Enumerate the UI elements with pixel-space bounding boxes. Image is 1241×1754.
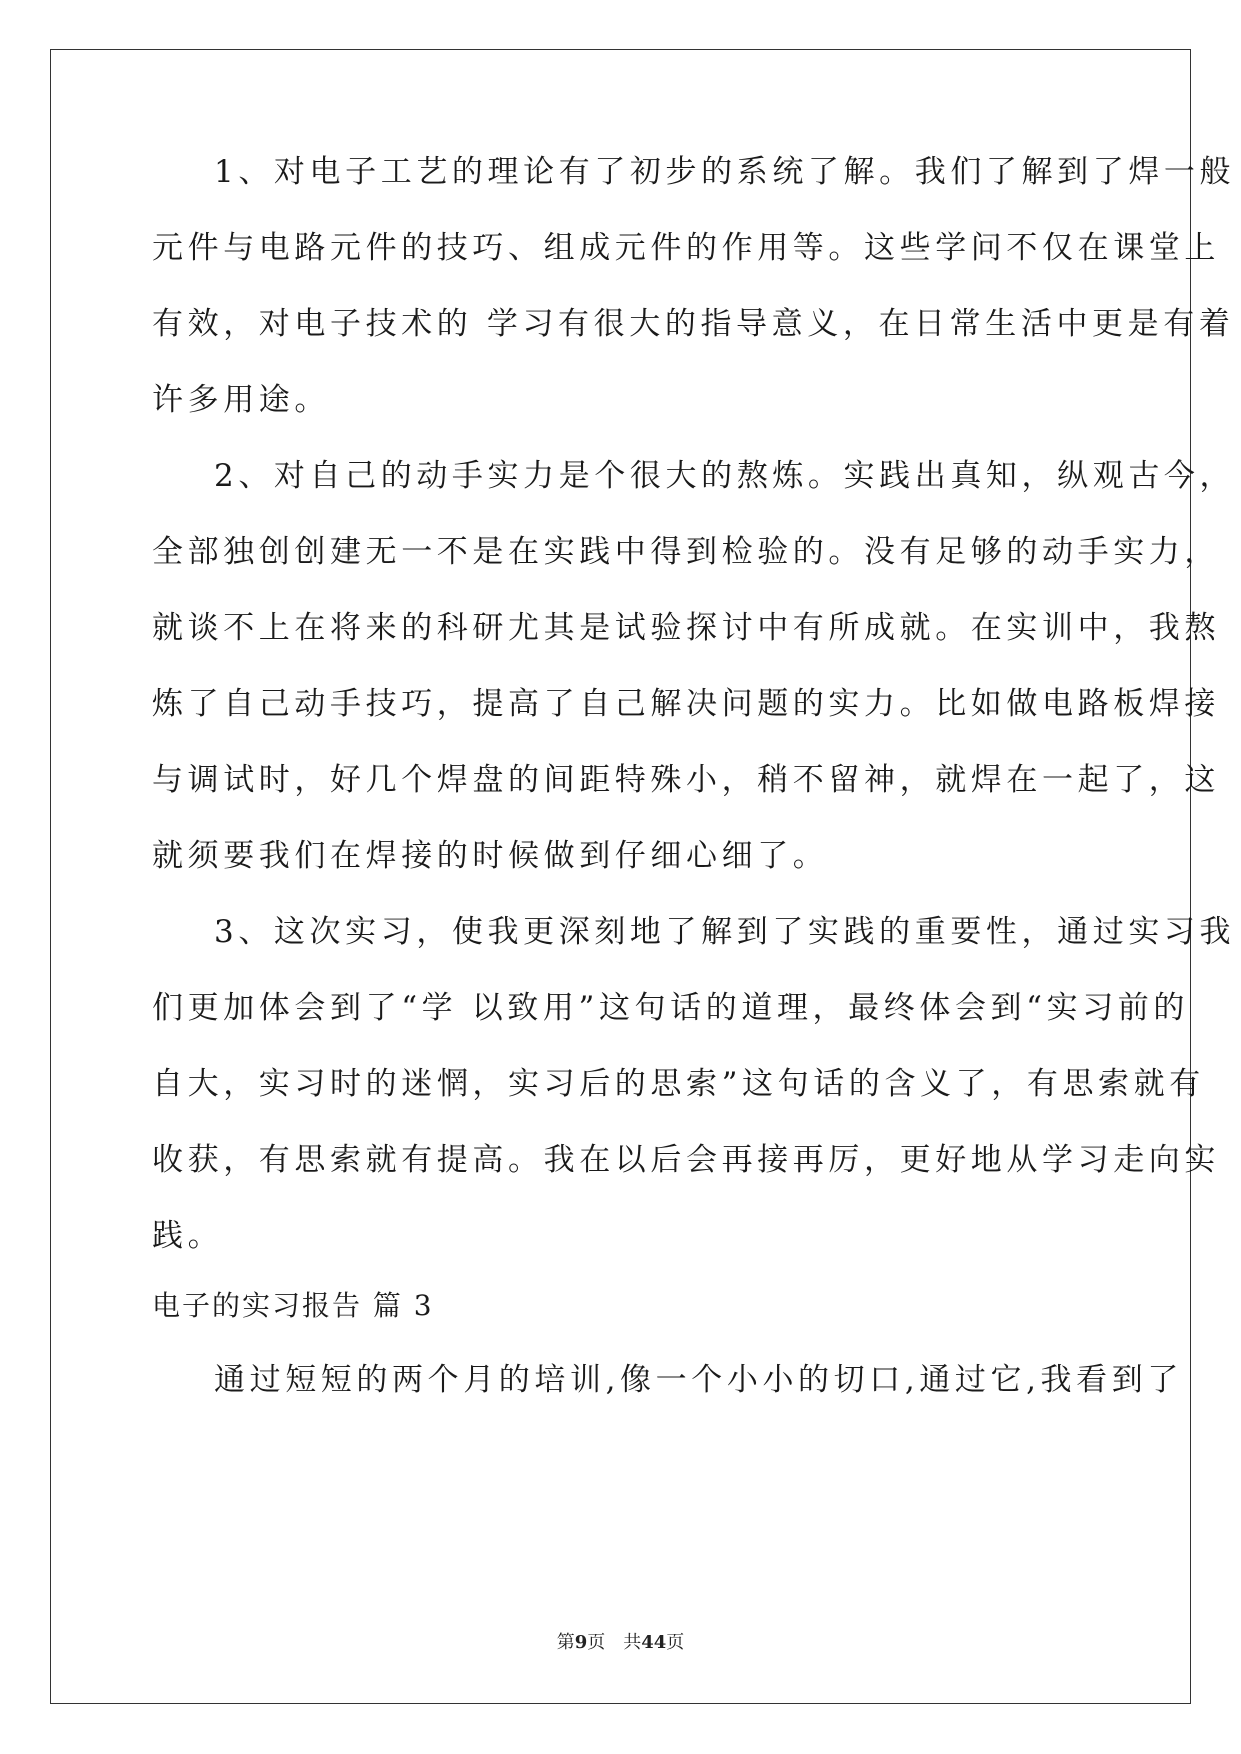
page-footer (0, 1628, 1241, 1654)
text-line: 1、对电子工艺的理论有了初步的系统了解。我们了解到了焊一般 (214, 154, 1236, 190)
text-line: 炼了自己动手技巧，提高了自己解决问题的实力。比如做电路板焊接 (152, 686, 1220, 722)
text-line: 许多用途。 (152, 382, 330, 418)
footer-mid: 页 共 (587, 1632, 642, 1653)
text-line: 自大，实习时的迷惘，实习后的思索”这句话的含义了，有思索就有 (152, 1066, 1205, 1102)
current-page-number: 9 (574, 1632, 588, 1653)
text-line: 通过短短的两个月的培训,像一个小小的切口,通过它,我看到了 (214, 1362, 1183, 1398)
text-line: 3、这次实习，使我更深刻地了解到了实践的重要性，通过实习我 (214, 914, 1236, 950)
text-line: 践。 (152, 1218, 224, 1254)
text-line: 收获，有思索就有提高。我在以后会再接再厉，更好地从学习走向实 (152, 1142, 1220, 1178)
text-line: 2、对自己的动手实力是个很大的熬炼。实践出真知，纵观古今， (214, 458, 1236, 494)
text-line: 们更加体会到了“学 以致用”这句话的道理，最终体会到“实习前的 (152, 990, 1189, 1026)
section-heading: 电子的实习报告 篇 3 (152, 1289, 434, 1322)
page-border (50, 49, 1191, 1704)
total-page-count: 44 (641, 1632, 667, 1653)
text-line: 与调试时，好几个焊盘的间距特殊小，稍不留神，就焊在一起了，这 (152, 762, 1220, 798)
footer-prefix: 第 (556, 1632, 575, 1653)
text-line: 元件与电路元件的技巧、组成元件的作用等。这些学问不仅在课堂上 (152, 230, 1220, 266)
text-line: 就须要我们在焊接的时候做到仔细心细了。 (152, 838, 829, 874)
text-line: 就谈不上在将来的科研尤其是试验探讨中有所成就。在实训中，我熬 (152, 610, 1220, 646)
footer-suffix: 页 (666, 1632, 685, 1653)
text-line: 有效，对电子技术的 学习有很大的指导意义，在日常生活中更是有着 (152, 306, 1235, 342)
text-line: 全部独创创建无一不是在实践中得到检验的。没有足够的动手实力， (152, 534, 1220, 570)
